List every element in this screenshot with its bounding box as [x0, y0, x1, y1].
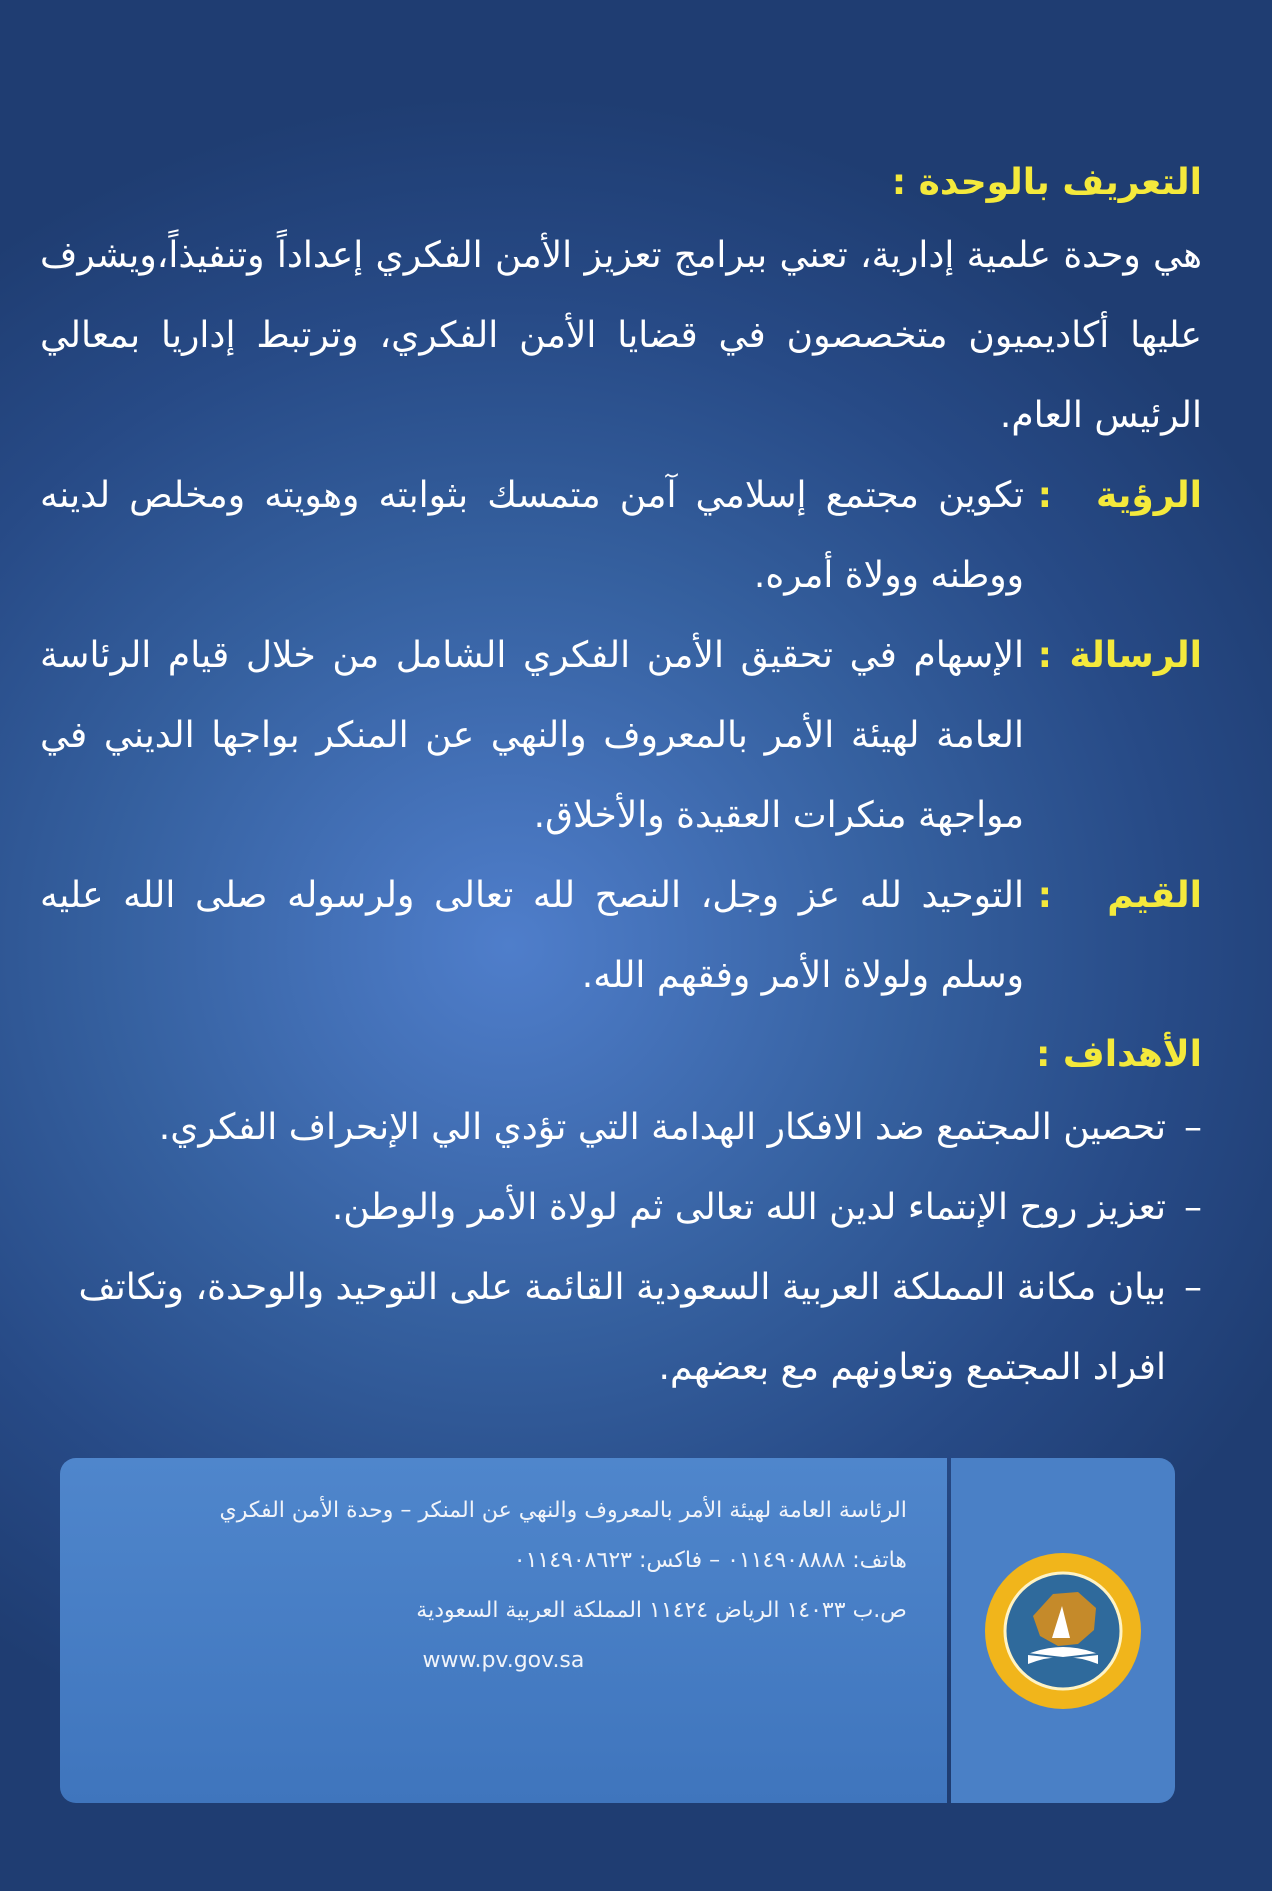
postal-address-line: ص.ب ١٤٠٣٣ الرياض ١١٤٢٤ المملكة العربية السعودية — [416, 1598, 907, 1623]
mission-label: الرسالة — [1069, 635, 1202, 676]
values-text: التوحيد لله عز وجل، النصح لله تعالى ولرسوله صلى الله عليه وسلم ولولاة الأمر وفقهم الله. — [40, 875, 1024, 996]
organization-line: الرئاسة العامة لهيئة الأمر بالمعروف والنهي عن المنكر – وحدة الأمن الفكري — [219, 1498, 907, 1523]
vision-text: تكوين مجتمع إسلامي آمن متمسك بثوابته وهويته ومخلص لدينه ووطنه وولاة أمره. — [40, 475, 1024, 596]
website-link[interactable]: www.pv.gov.sa — [422, 1648, 585, 1673]
values-colon: : — [1037, 875, 1052, 916]
goal-dash: – — [1184, 1107, 1202, 1148]
goals-heading: الأهداف : — [1036, 1034, 1202, 1075]
mission-row — [40, 616, 1202, 856]
vision-colon: : — [1037, 475, 1052, 516]
mission-text: الإسهام في تحقيق الأمن الفكري الشامل من خلال قيام الرئاسة العامة لهيئة الأمر بالمعروف والنهي عن المنكر بواجها الديني في مواجهة منكرات العقيدة والأخلاق. — [40, 635, 1024, 836]
definition-heading: التعريف بالوحدة : — [891, 162, 1202, 203]
main-content — [40, 150, 1202, 1408]
goal-text: تحصين المجتمع ضد الافكار الهدامة التي تؤدي الي الإنحراف الفكري. — [158, 1107, 1166, 1148]
contact-footer — [60, 1458, 1175, 1803]
goal-item — [40, 1248, 1202, 1408]
emblem-icon — [978, 1546, 1148, 1716]
logo-panel — [951, 1458, 1175, 1803]
mission-colon: : — [1037, 635, 1052, 676]
goal-dash: – — [1184, 1267, 1202, 1308]
goal-text: تعزيز روح الإنتماء لدين الله تعالى ثم لولاة الأمر والوطن. — [331, 1187, 1166, 1228]
vision-label: الرؤية — [1096, 475, 1202, 516]
values-row — [40, 856, 1202, 1016]
goal-dash: – — [1184, 1187, 1202, 1228]
values-label: القيم — [1107, 875, 1202, 916]
contact-info-panel — [60, 1458, 947, 1803]
goal-text: بيان مكانة المملكة العربية السعودية القائمة على التوحيد والوحدة، وتكاتف افراد المجتمع وتعاونهم مع بعضهم. — [78, 1267, 1166, 1388]
goal-item — [40, 1168, 1202, 1248]
vision-row — [40, 456, 1202, 616]
goal-item — [40, 1088, 1202, 1168]
phone-fax-line: هاتف: ٠١١٤٩٠٨٨٨٨ – فاكس: ٠١١٤٩٠٨٦٢٣ — [513, 1548, 907, 1573]
definition-text: هي وحدة علمية إدارية، تعني ببرامج تعزيز الأمن الفكري إعداداً وتنفيذاً،ويشرف عليها أكاديميون متخصصون في قضايا الأمن الفكري، وترتبط إداريا بمعالي الرئيس العام. — [40, 235, 1202, 436]
